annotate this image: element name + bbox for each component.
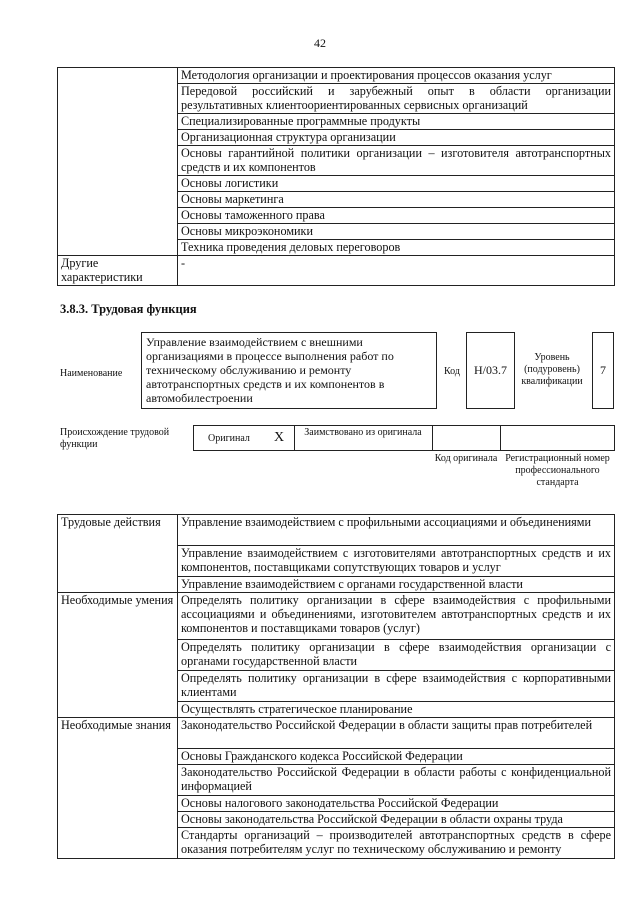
knowledge-row: Стандарты организаций – производителей автотранспортных средств в сфере оказания потребителям услуг по техническому обслуживанию и ремонту	[178, 828, 615, 859]
labor-action-row: Управление взаимодействием с органами государственной власти	[178, 577, 615, 593]
skill-row: Осуществлять стратегическое планирование	[178, 702, 615, 718]
code-original-label: Код оригинала	[434, 453, 498, 464]
labor-action-row: Управление взаимодействием с изготовителями автотранспортных средств и их компонентов, поставщиками сопутствующих товаров и услуг	[178, 546, 615, 577]
level-value-box	[592, 332, 614, 409]
reg-number-label: Регистрационный номер профессионального стандарта	[505, 453, 610, 488]
knowledge-row: Основы налогового законодательства Российской Федерации	[178, 796, 615, 812]
top-table-row: Специализированные программные продукты	[178, 114, 615, 130]
code-value-box	[466, 332, 515, 409]
divider	[294, 425, 295, 451]
knowledge-row: Законодательство Российской Федерации в области защиты прав потребителей	[178, 718, 615, 749]
skill-row: Определять политику организации в сфере взаимодействия с профильными ассоциациями и объединениями, изготовителем автотранспортных средств и их компонентов и поставщиками товаров (услуг)	[178, 593, 615, 640]
top-table-empty-cell	[58, 68, 178, 256]
other-characteristics-value: -	[178, 256, 615, 286]
page-number: 42	[314, 36, 326, 50]
divider	[432, 425, 433, 451]
function-name-box	[141, 332, 437, 409]
origin-row	[193, 425, 615, 451]
section-title: 3.8.3. Трудовая функция	[60, 302, 197, 316]
origin-label: Происхождение трудовой функции	[60, 427, 170, 450]
skill-row: Определять политику организации в сфере взаимодействия с корпоративными клиентами	[178, 671, 615, 702]
top-table-row: Основы маркетинга	[178, 192, 615, 208]
top-table-row: Основы логистики	[178, 176, 615, 192]
top-table-row: Передовой российский и зарубежный опыт в области организации результативных клиентоориентированных сервисных организаций	[178, 84, 615, 114]
divider	[500, 425, 501, 451]
skill-row: Определять политику организации в сфере взаимодействия организации с органами государственной власти	[178, 640, 615, 671]
name-label: Наименование	[60, 368, 123, 379]
labor-action-row: Управление взаимодействием с профильными ассоциациями и объединениями	[178, 515, 615, 546]
top-table-row: Основы гарантийной политики организации – изготовителя автотранспортных средств и их компонентов	[178, 146, 615, 176]
original-label: Оригинал	[208, 433, 250, 444]
top-table-row: Методология организации и проектирования процессов оказания услуг	[178, 68, 615, 84]
knowledge-label: Необходимые знания	[58, 718, 178, 859]
code-label: Код	[444, 366, 460, 377]
other-characteristics-label: Другие характеристики	[58, 256, 178, 286]
top-table-row: Основы микроэкономики	[178, 224, 615, 240]
labor-actions-label: Трудовые действия	[58, 515, 178, 593]
knowledge-row: Основы Гражданского кодекса Российской Федерации	[178, 749, 615, 765]
labor-function-table	[57, 514, 615, 859]
original-mark: X	[274, 430, 285, 445]
top-knowledge-table	[57, 67, 615, 286]
top-table-row: Организационная структура организации	[178, 130, 615, 146]
top-table-row: Техника проведения деловых переговоров	[178, 240, 615, 256]
knowledge-row: Основы законодательства Российской Федерации в области охраны труда	[178, 812, 615, 828]
code-value: H/03.7	[474, 363, 507, 377]
borrowed-label: Заимствовано из оригинала	[304, 427, 422, 438]
top-table-row: Основы таможенного права	[178, 208, 615, 224]
knowledge-row: Законодательство Российской Федерации в области работы с конфиденциальной информацией	[178, 765, 615, 796]
level-label: Уровень (подуровень) квалификации	[521, 352, 583, 387]
level-value: 7	[600, 363, 606, 377]
skills-label: Необходимые умения	[58, 593, 178, 718]
function-name-value: Управление взаимодействием с внешними организациями в процессе выполнения работ по техническому обслуживанию и ремонту автотранспортных средств и их компонентов в автомобилестроении	[146, 335, 394, 405]
